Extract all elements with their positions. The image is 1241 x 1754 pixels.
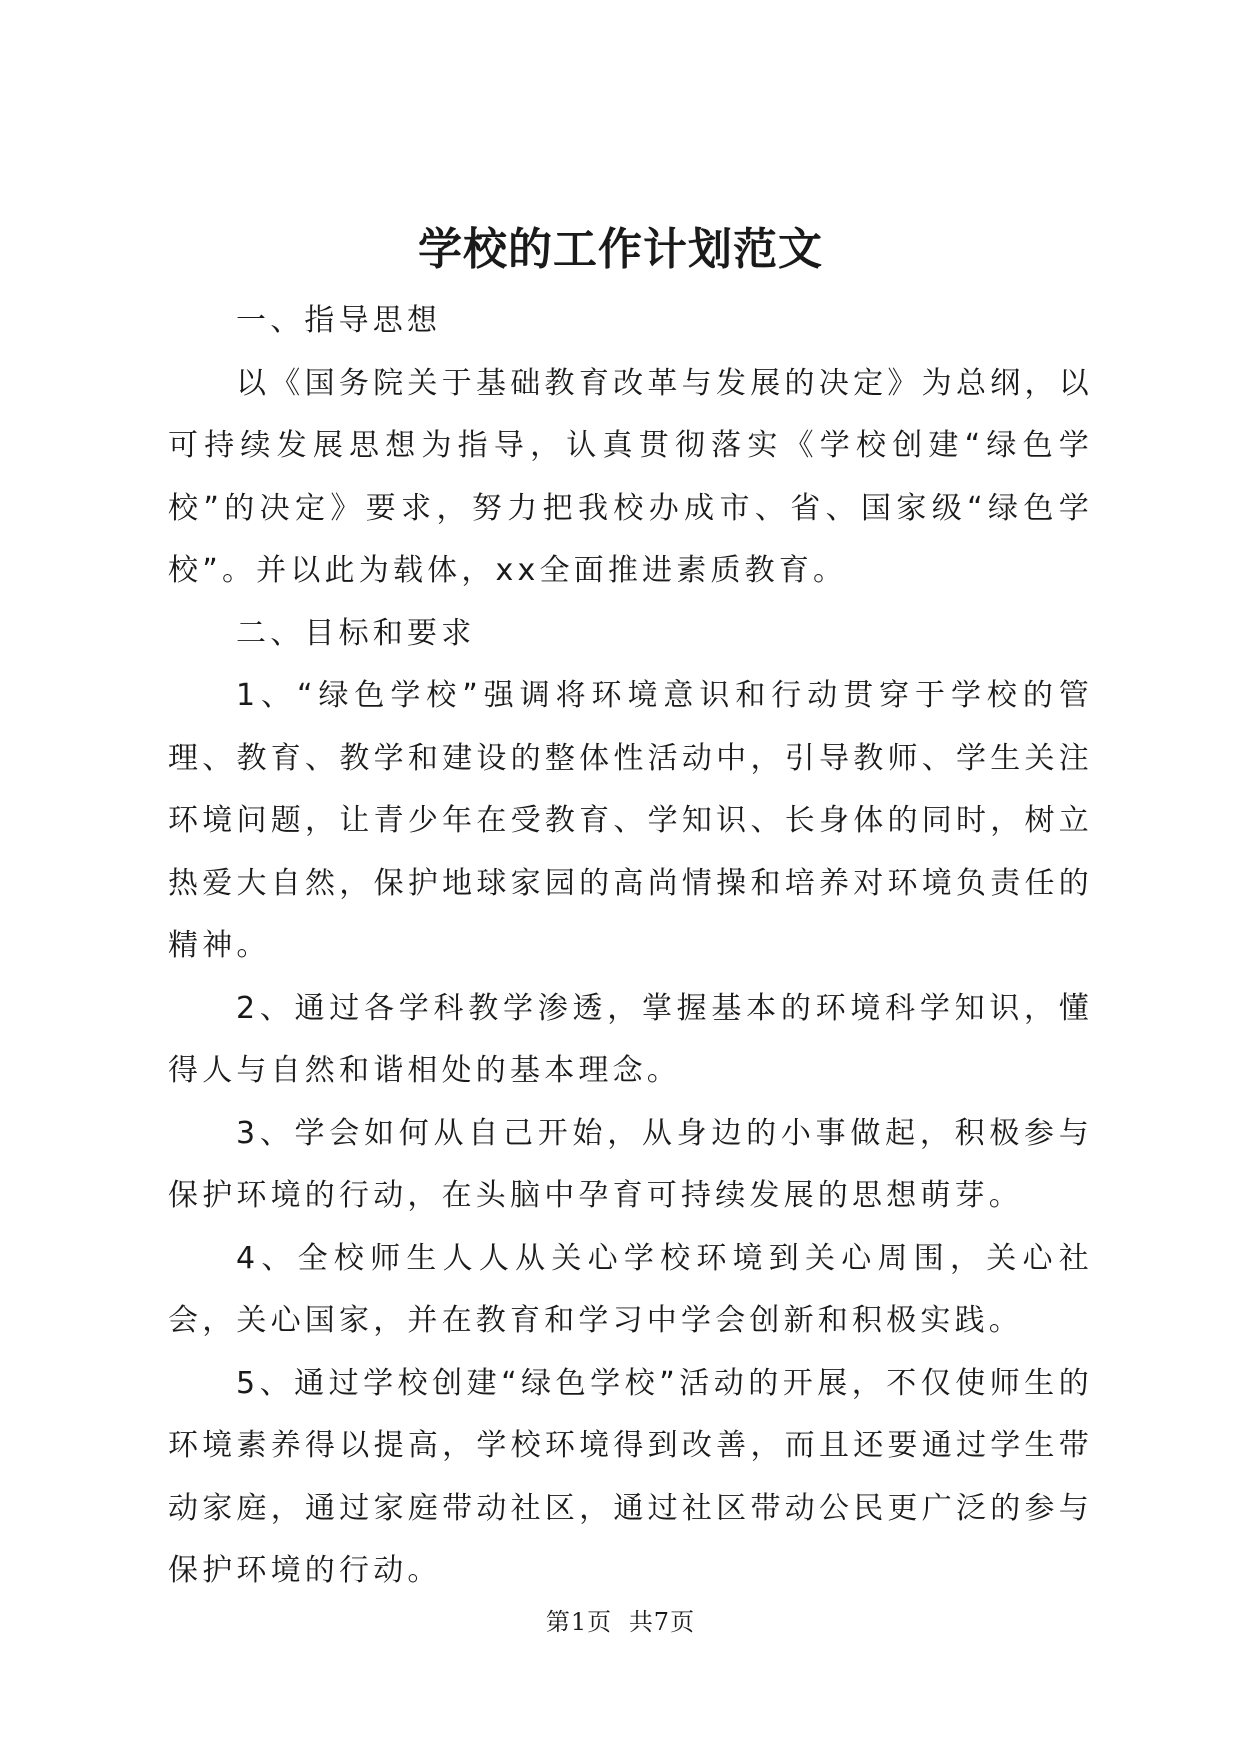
- section-heading-goals: 二、目标和要求: [236, 615, 476, 651]
- paragraph-goal-3: 3、学会如何从自己开始，从身边的小事做起，积极参与保护环境的行动，在头脑中孕育可持续发展的思想萌芽。: [168, 1115, 1093, 1213]
- page-number-total: 共7页: [628, 1608, 696, 1636]
- paragraph-guiding-ideology: 以《国务院关于基础教育改革与发展的决定》为总纲，以可持续发展思想为指导，认真贯彻落实《学校创建“绿色学校”的决定》要求，努力把我校办成市、省、国家级“绿色学校”。并以此为载体，xx全面推进素质教育。: [168, 365, 1093, 588]
- paragraph-goal-4: 4、全校师生人人从关心学校环境到关心周围，关心社会，关心国家，并在教育和学习中学会创新和积极实践。: [168, 1240, 1093, 1338]
- paragraph-goal-5: 5、通过学校创建“绿色学校”活动的开展，不仅使师生的环境素养得以提高，学校环境得到改善，而且还要通过学生带动家庭，通过家庭带动社区，通过社区带动公民更广泛的参与保护环境的行动。: [168, 1365, 1093, 1588]
- page-footer: [0, 1607, 1241, 1637]
- section-heading-guiding-ideology: 一、指导思想: [236, 303, 442, 338]
- paragraph-goal-2: 2、通过各学科教学渗透，掌握基本的环境科学知识，懂得人与自然和谐相处的基本理念。: [168, 990, 1093, 1088]
- paragraph-goal-1: 1、“绿色学校”强调将环境意识和行动贯穿于学校的管理、教育、教学和建设的整体性活动中，引导教师、学生关注环境问题，让青少年在受教育、学知识、长身体的同时，树立热爱大自然，保护地球家园的高尚情操和培养对环境负责任的精神。: [168, 678, 1093, 963]
- document-title: 学校的工作计划范文: [418, 224, 823, 275]
- document-body: [168, 290, 1093, 1603]
- page-number-current: 第1页: [545, 1608, 613, 1636]
